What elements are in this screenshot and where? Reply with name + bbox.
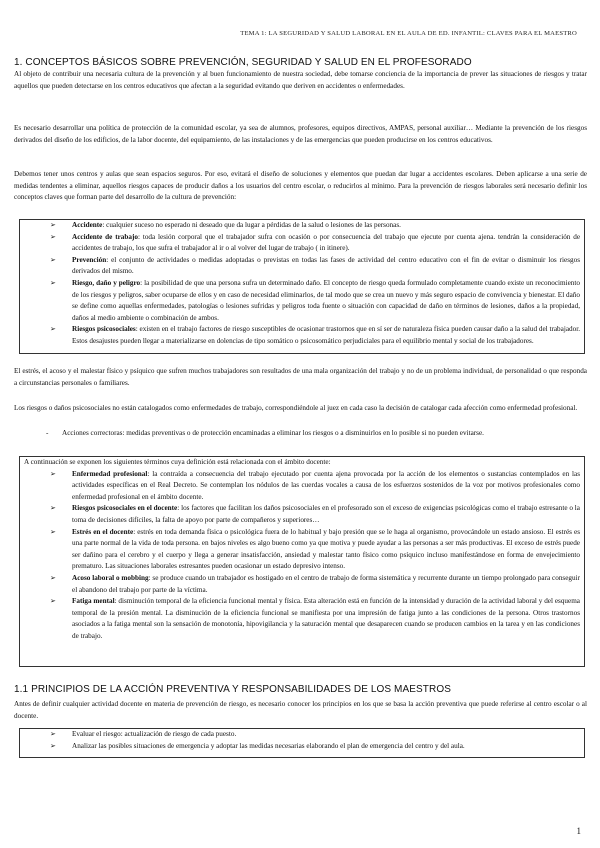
corrective-actions-item: Acciones correctoras: medidas preventivas o de protección encaminadas a eliminar los riesgos o a disminuirlos en lo posible si no pueden evitarse. [62,429,484,437]
term-label: Accidente de trabajo [72,232,138,241]
term-label: Acoso laboral o mobbing [72,573,149,582]
item-text: Evaluar el riesgo: actualización de riesgo de cada puesto. [72,730,237,738]
arrow-bullet-icon: ➢ [50,221,56,229]
term-label: Accidente [72,221,103,229]
term-definition: : disminución temporal de la eficiencia funcional mental y física. Esta alteración está en función de la intensidad y duración de la actividad laboral y del esquema temporal de la presión mental. La disminución de la eficiencia funcional se manifiesta por una impresión de fatiga junto a las condiciones de la persona. Otros trastornos asociados a la fatiga mental son la sensación de monotonía, hipovigilancia y la saturación mental que desaparecen cuando se producen cambios en la tarea y en las condiciones de trabajo. [72,597,580,640]
arrow-bullet-icon: ➢ [50,232,56,241]
principles-box [19,728,585,758]
paragraph-1: Al objeto de contribuir una necesaria cultura de la prevención y al buen funcionamiento de nuestra sociedad, debe tomarse conciencia de la importancia de prever las situaciones de riesgos y tratar aquellos que pueden detectarse en los centros educativos que afectan a la seguridad evitando que deriven en accidentes o enfermedades. [14,70,587,90]
list-item [20,503,580,526]
term-label: Riesgo, daño y peligro [72,278,141,287]
list-item [20,278,580,324]
arrow-bullet-icon: ➢ [50,573,56,582]
arrow-bullet-icon: ➢ [50,469,56,478]
term-definition: : toda lesión corporal que el trabajador sufra con ocasión o por consecuencia del trabajo que ejecute por cuenta ajena. tendrán la consideración de accidentes de trabajo, los que sufra el trabajador al ir o al volver del lugar de trabajo ( in itinere). [72,232,581,253]
paragraph-6: Antes de definir cualquier actividad docente en materia de prevención de riesgo, es necesario conocer los principios en los que se basa la acción preventiva que puede referirse al centro escolar o al docente. [14,700,587,720]
key-concepts-list [20,220,584,348]
term-label: Estrés en el docente [72,527,134,536]
term-definition: : se produce cuando un trabajador es hostigado en el centro de trabajo de forma sistemática y recurrente durante un tiempo prolongado para conseguir el abandono del trabajo por parte de la víctima. [72,573,580,594]
list-item [20,324,580,347]
list-item [20,729,580,741]
section-1-heading: 1. CONCEPTOS BÁSICOS SOBRE PREVENCIÓN, SEGURIDAD Y SALUD EN EL PROFESORADO [14,57,472,68]
arrow-bullet-icon: ➢ [50,255,56,264]
arrow-bullet-icon: ➢ [50,527,56,536]
arrow-bullet-icon: ➢ [50,597,56,606]
list-item [20,527,580,573]
section-1-1-heading: 1.1 PRINCIPIOS DE LA ACCIÓN PREVENTIVA Y RESPONSABILIDADES DE LOS MAESTROS [14,684,451,695]
arrow-bullet-icon: ➢ [50,325,56,334]
item-text: Analizar las posibles situaciones de emergencia y adoptar las medidas necesarias elaborando el plan de emergencia del centro y del aula. [72,741,465,750]
teaching-terms-box [19,456,585,667]
term-label: Riesgos psicosociales en el docente [72,504,178,513]
list-item [20,232,580,255]
list-item [20,596,580,642]
term-definition: : el conjunto de actividades o medidas adoptadas o previstas en todas las fases de actividad del centro educativo con el fin de evitar o disminuir los riesgos derivados del mismo. [72,255,580,276]
term-label: Fatiga mental [72,597,115,606]
teaching-terms-intro: A continuación se exponen los siguientes términos cuya definición está relacionada con el ámbito docente: [24,458,331,466]
term-label: Enfermedad profesional [72,469,148,478]
paragraph-5: Los riesgos o daños psicosociales no están catalogados como enfermedades de trabajo, correspondiéndole al juez en cada caso la decisión de catalogar cada afección como enfermedad profesional. [14,404,578,412]
term-definition: : la contraída a consecuencia del trabajo ejecutado por cuenta ajena provocada por la acción de los elementos o sustancias contemplados en las actividades específicas en el Real Decreto. Se contemplan los nódulos de las cuerdas vocales a causa de los esfuerzos sostenidos de la voz por motivos profesionales como enfermedad profesional en el ámbito docente. [72,469,580,501]
term-label: Prevención [72,255,107,264]
arrow-bullet-icon: ➢ [50,278,56,287]
paragraph-4: El estrés, el acoso y el malestar físico y psíquico que sufren muchos trabajadores son resultados de una mala organización del trabajo y no de un problema individual, de personalidad o que responda a circunstancias personales o familiares. [14,367,587,387]
paragraph-3: Debemos tener unos centros y aulas que sean espacios seguros. Por eso, evitará el diseño de soluciones y elementos que puedan dar lugar a accidentes escolares. Deben aplicarse a una serie de medidas tendentes a eliminar, aquellos riesgos capaces de producir daños a los usuarios del centro escolar, o reducirlos al mínimo. Para la prevención de riesgos laborales será necesario definir los conceptos claves que forman parte del desarrollo de la cultura de prevención: [14,170,587,202]
dash-bullet: - [46,429,49,437]
term-definition: : los factores que facilitan los daños psicosociales en el profesorado son el exceso de exigencias psicológicas como el trabajo estresante o la toma de decisiones difíciles, la falta de apoyo por parte de compañeros y superiores… [72,504,580,524]
term-label: Riesgos psicosociales [72,325,136,334]
running-header: TEMA 1: LA SEGURIDAD Y SALUD LABORAL EN EL AULA DE ED. INFANTIL: CLAVES PARA EL MAESTRO [240,30,577,37]
principles-list [20,729,584,752]
list-item [20,255,580,278]
term-definition: : existen en el trabajo factores de riesgo susceptibles de ocasionar trastornos que en sí ser de naturaleza física pueden causar daño a la salud del trabajador. Estos desajustes pueden llegar a materializarse en dolencias de tipo somático o psicosomático perjudiciales para el equilibrio mental y social de los trabajadores. [72,325,581,345]
list-item [20,220,580,232]
term-definition: : la posibilidad de que una persona sufra un determinado daño. El concepto de riesgo queda formulado completamente cuando existe un reconocimiento de los riesgos y peligros, saber ocuparse de ellos y en caso de necesidad eliminarlos, de tal modo que se crea un nuevo y más seguro espacio de convivencia y bienestar. El daño se define como aquellas enfermedades, patologías o lesiones sufridas y peligros toda fuente o situación con capacidad de daño en términos de lesiones, daños a la propiedad, daños al medio ambiente o combinación de ambos. [72,278,580,322]
arrow-bullet-icon: ➢ [50,730,56,738]
paragraph-2: Es necesario desarrollar una política de protección de la comunidad escolar, ya sea de alumnos, profesores, equipos directivos, AMPAS, personal auxiliar… Mediante la prevención de los riesgos derivados del diseño de los edificios, de la labor docente, del equipamiento, de las instalaciones y de las emergencias que pueden producirse en los centros educativos. [14,124,587,144]
teaching-terms-list [20,469,584,643]
list-item [20,573,580,596]
term-definition: : estrés en toda demanda física o psicológica fuera de lo habitual y bajo presión que se le haga al organismo, provocándole un estado ansioso. El estrés es una parte normal de la vida de toda persona. en bajos niveles es algo bueno como ya que motiva y puede ayudar a las personas a ser más productivas. El exceso de estrés puede ser dañino para el cerebro y el cuerpo y llega a generar insatisfacción, ansiedad y malestar tanto físico como psíquico incluso manifestándose en forma de envejecimiento prematuro. Las situaciones laborales estresantes pueden ocasionar un estado depresivo intenso. [72,527,580,571]
arrow-bullet-icon: ➢ [50,504,56,513]
page-number: 1 [576,826,581,836]
term-definition: : cualquier suceso no esperado ni deseado que da lugar a pérdidas de la salud o lesiones de las personas. [102,221,401,229]
key-concepts-box [19,219,585,354]
list-item [20,469,580,504]
list-item [20,741,580,753]
arrow-bullet-icon: ➢ [50,741,56,750]
